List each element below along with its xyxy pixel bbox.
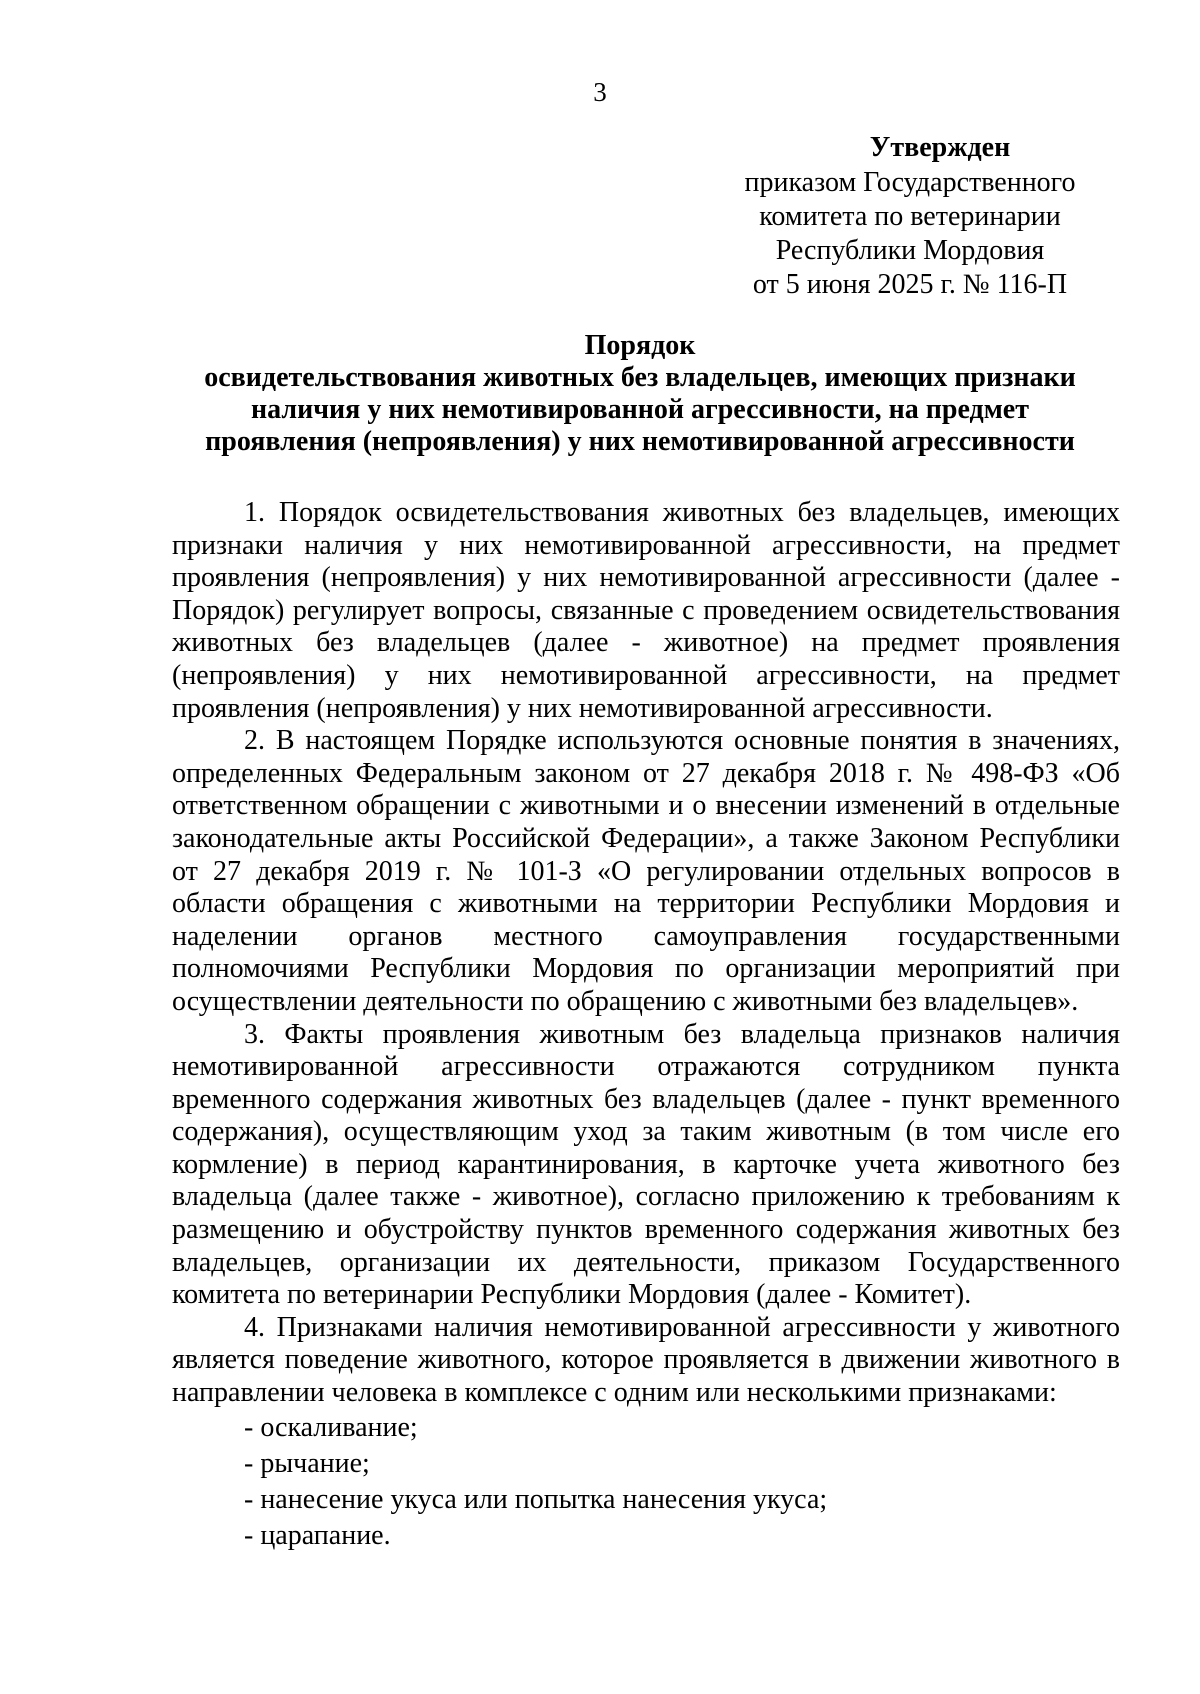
heading-title: Порядок xyxy=(584,330,696,361)
list-item: - нанесение укуса или попытка нанесения укуса; xyxy=(244,1483,828,1515)
document-body xyxy=(172,497,1120,1554)
heading-line: наличия у них немотивированной агрессивности, на предмет xyxy=(251,394,1029,425)
approval-title: Утвержден xyxy=(869,132,1011,163)
list-item: - царапание. xyxy=(244,1519,391,1551)
page-number: 3 xyxy=(593,77,607,107)
list-item: - рычание; xyxy=(244,1447,370,1479)
heading-line: проявления (непроявления) у них немотивированной агрессивности xyxy=(205,426,1075,457)
document-heading xyxy=(160,330,1120,458)
paragraph-4: 4. Признаками наличия немотивированной агрессивности у животного является поведение животного, которое проявляется в движении животного в направлении человека в комплексе с одним или несколькими признаками: xyxy=(172,1311,1120,1409)
list-item: - оскаливание; xyxy=(244,1411,418,1443)
paragraph-1: 1. Порядок освидетельствования животных без владельцев, имеющих признаки наличия у них немотивированной агрессивности, на предмет проявления (непроявления) у них немотивированной агрессивности (далее - Порядок) регулирует вопросы, связанные с проведением освидетельствования животных без владельцев (далее - животное) на предмет проявления (непроявления) у них немотивированной агрессивности, на предмет проявления (непроявления) у них немотивированной агрессивности. xyxy=(172,497,1120,724)
paragraph-3: 3. Факты проявления животным без владельца признаков наличия немотивированной агрессивности отражаются сотрудником пункта временного содержания животных без владельцев (далее - пункт временного содержания), осуществляющим уход за таким животным (в том числе его кормление) в период карантинирования, в карточке учета животного без владельца (далее также - животное), согласно приложению к требованиям к размещению и обустройству пунктов временного содержания животных без владельцев, организации их деятельности, приказом Государственного комитета по ветеринарии Республики Мордовия (далее - Комитет). xyxy=(172,1018,1120,1311)
approval-line: приказом Государственного xyxy=(744,167,1076,198)
paragraph-2: 2. В настоящем Порядке используются основные понятия в значениях, определенных Федеральным законом от 27 декабря 2018 г. № 498-ФЗ «Об ответственном обращении с животными и о внесении изменений в отдельные законодательные акты Российской Федерации», а также Законом Республики от 27 декабря 2019 г. № 101-З «О регулировании отдельных вопросов в области обращения с животными на территории Республики Мордовия и наделении органов местного самоуправления государственными полномочиями Республики Мордовия по организации мероприятий при осуществлении деятельности по обращению с животными без владельцев». xyxy=(172,725,1120,1017)
approval-line: Республики Мордовия xyxy=(775,235,1045,266)
heading-line: освидетельствования животных без владельцев, имеющих признаки xyxy=(204,362,1076,393)
approval-line: комитета по ветеринарии xyxy=(759,201,1061,232)
approval-line: от 5 июня 2025 г. № 116-П xyxy=(752,269,1068,300)
signs-list xyxy=(172,1410,1120,1554)
approval-block xyxy=(700,130,1120,302)
